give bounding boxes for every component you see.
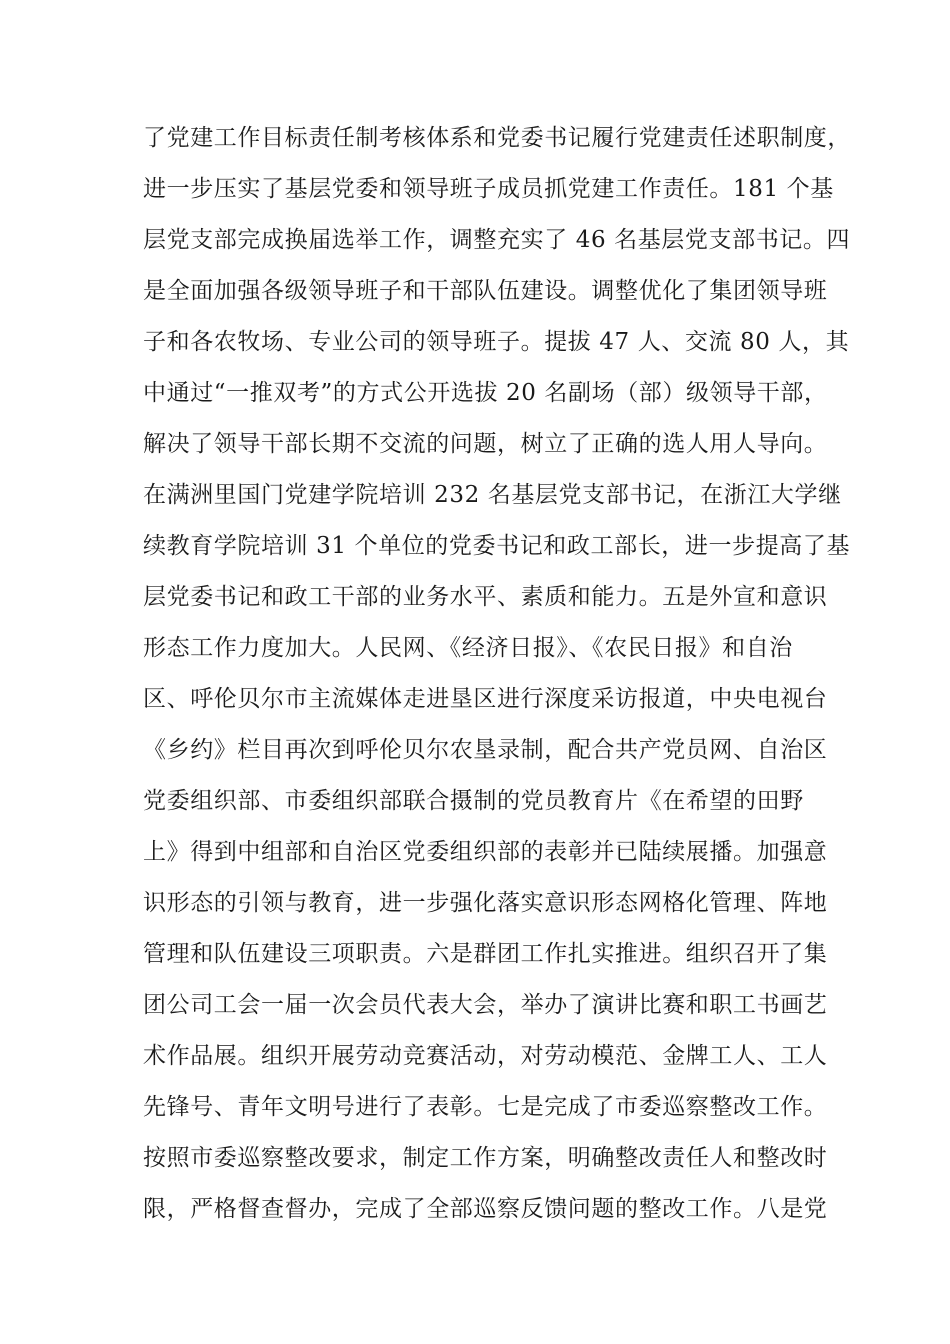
text-line: 党委组织部、市委组织部联合摄制的党员教育片《在希望的田野	[143, 788, 804, 814]
text-line: 层党支部完成换届选举工作，调整充实了 46 名基层党支部书记。四	[143, 227, 851, 253]
text-line: 按照市委巡察整改要求，制定工作方案，明确整改责任人和整改时	[143, 1145, 828, 1171]
text-line: 中通过“一推双考”的方式公开选拔 20 名副场（部）级领导干部，	[143, 380, 828, 406]
text-line: 限，严格督查督办，完成了全部巡察反馈问题的整改工作。八是党	[143, 1196, 828, 1222]
text-line: 识形态的引领与教育，进一步强化落实意识形态网格化管理、阵地	[143, 890, 828, 916]
text-line: 进一步压实了基层党委和领导班子成员抓党建工作责任。181 个基	[143, 176, 834, 202]
text-line: 层党委书记和政工干部的业务水平、素质和能力。五是外宣和意识	[143, 584, 828, 610]
text-line: 上》得到中组部和自治区党委组织部的表彰并已陆续展播。加强意	[143, 839, 828, 865]
text-line: 形态工作力度加大。人民网、《经济日报》、《农民日报》和自治	[143, 635, 793, 661]
text-line: 《乡约》栏目再次到呼伦贝尔农垦录制，配合共产党员网、自治区	[143, 737, 828, 763]
text-line: 团公司工会一届一次会员代表大会，举办了演讲比赛和职工书画艺	[143, 992, 828, 1018]
body-paragraph	[143, 118, 851, 1240]
text-line: 术作品展。组织开展劳动竞赛活动，对劳动模范、金牌工人、工人	[143, 1043, 828, 1069]
text-line: 子和各农牧场、专业公司的领导班子。提拔 47 人、交流 80 人，其	[143, 329, 850, 355]
text-line: 管理和队伍建设三项职责。六是群团工作扎实推进。组织召开了集	[143, 941, 828, 967]
text-line: 续教育学院培训 31 个单位的党委书记和政工部长，进一步提高了基	[143, 533, 851, 559]
text-line: 是全面加强各级领导班子和干部队伍建设。调整优化了集团领导班	[143, 278, 828, 304]
text-line: 了党建工作目标责任制考核体系和党委书记履行党建责任述职制度，	[143, 125, 851, 151]
text-line: 先锋号、青年文明号进行了表彰。七是完成了市委巡察整改工作。	[143, 1094, 828, 1120]
text-line: 解决了领导干部长期不交流的问题，树立了正确的选人用人导向。	[143, 431, 828, 457]
text-line: 在满洲里国门党建学院培训 232 名基层党支部书记，在浙江大学继	[143, 482, 842, 508]
text-line: 区、呼伦贝尔市主流媒体走进垦区进行深度采访报道，中央电视台	[143, 686, 828, 712]
